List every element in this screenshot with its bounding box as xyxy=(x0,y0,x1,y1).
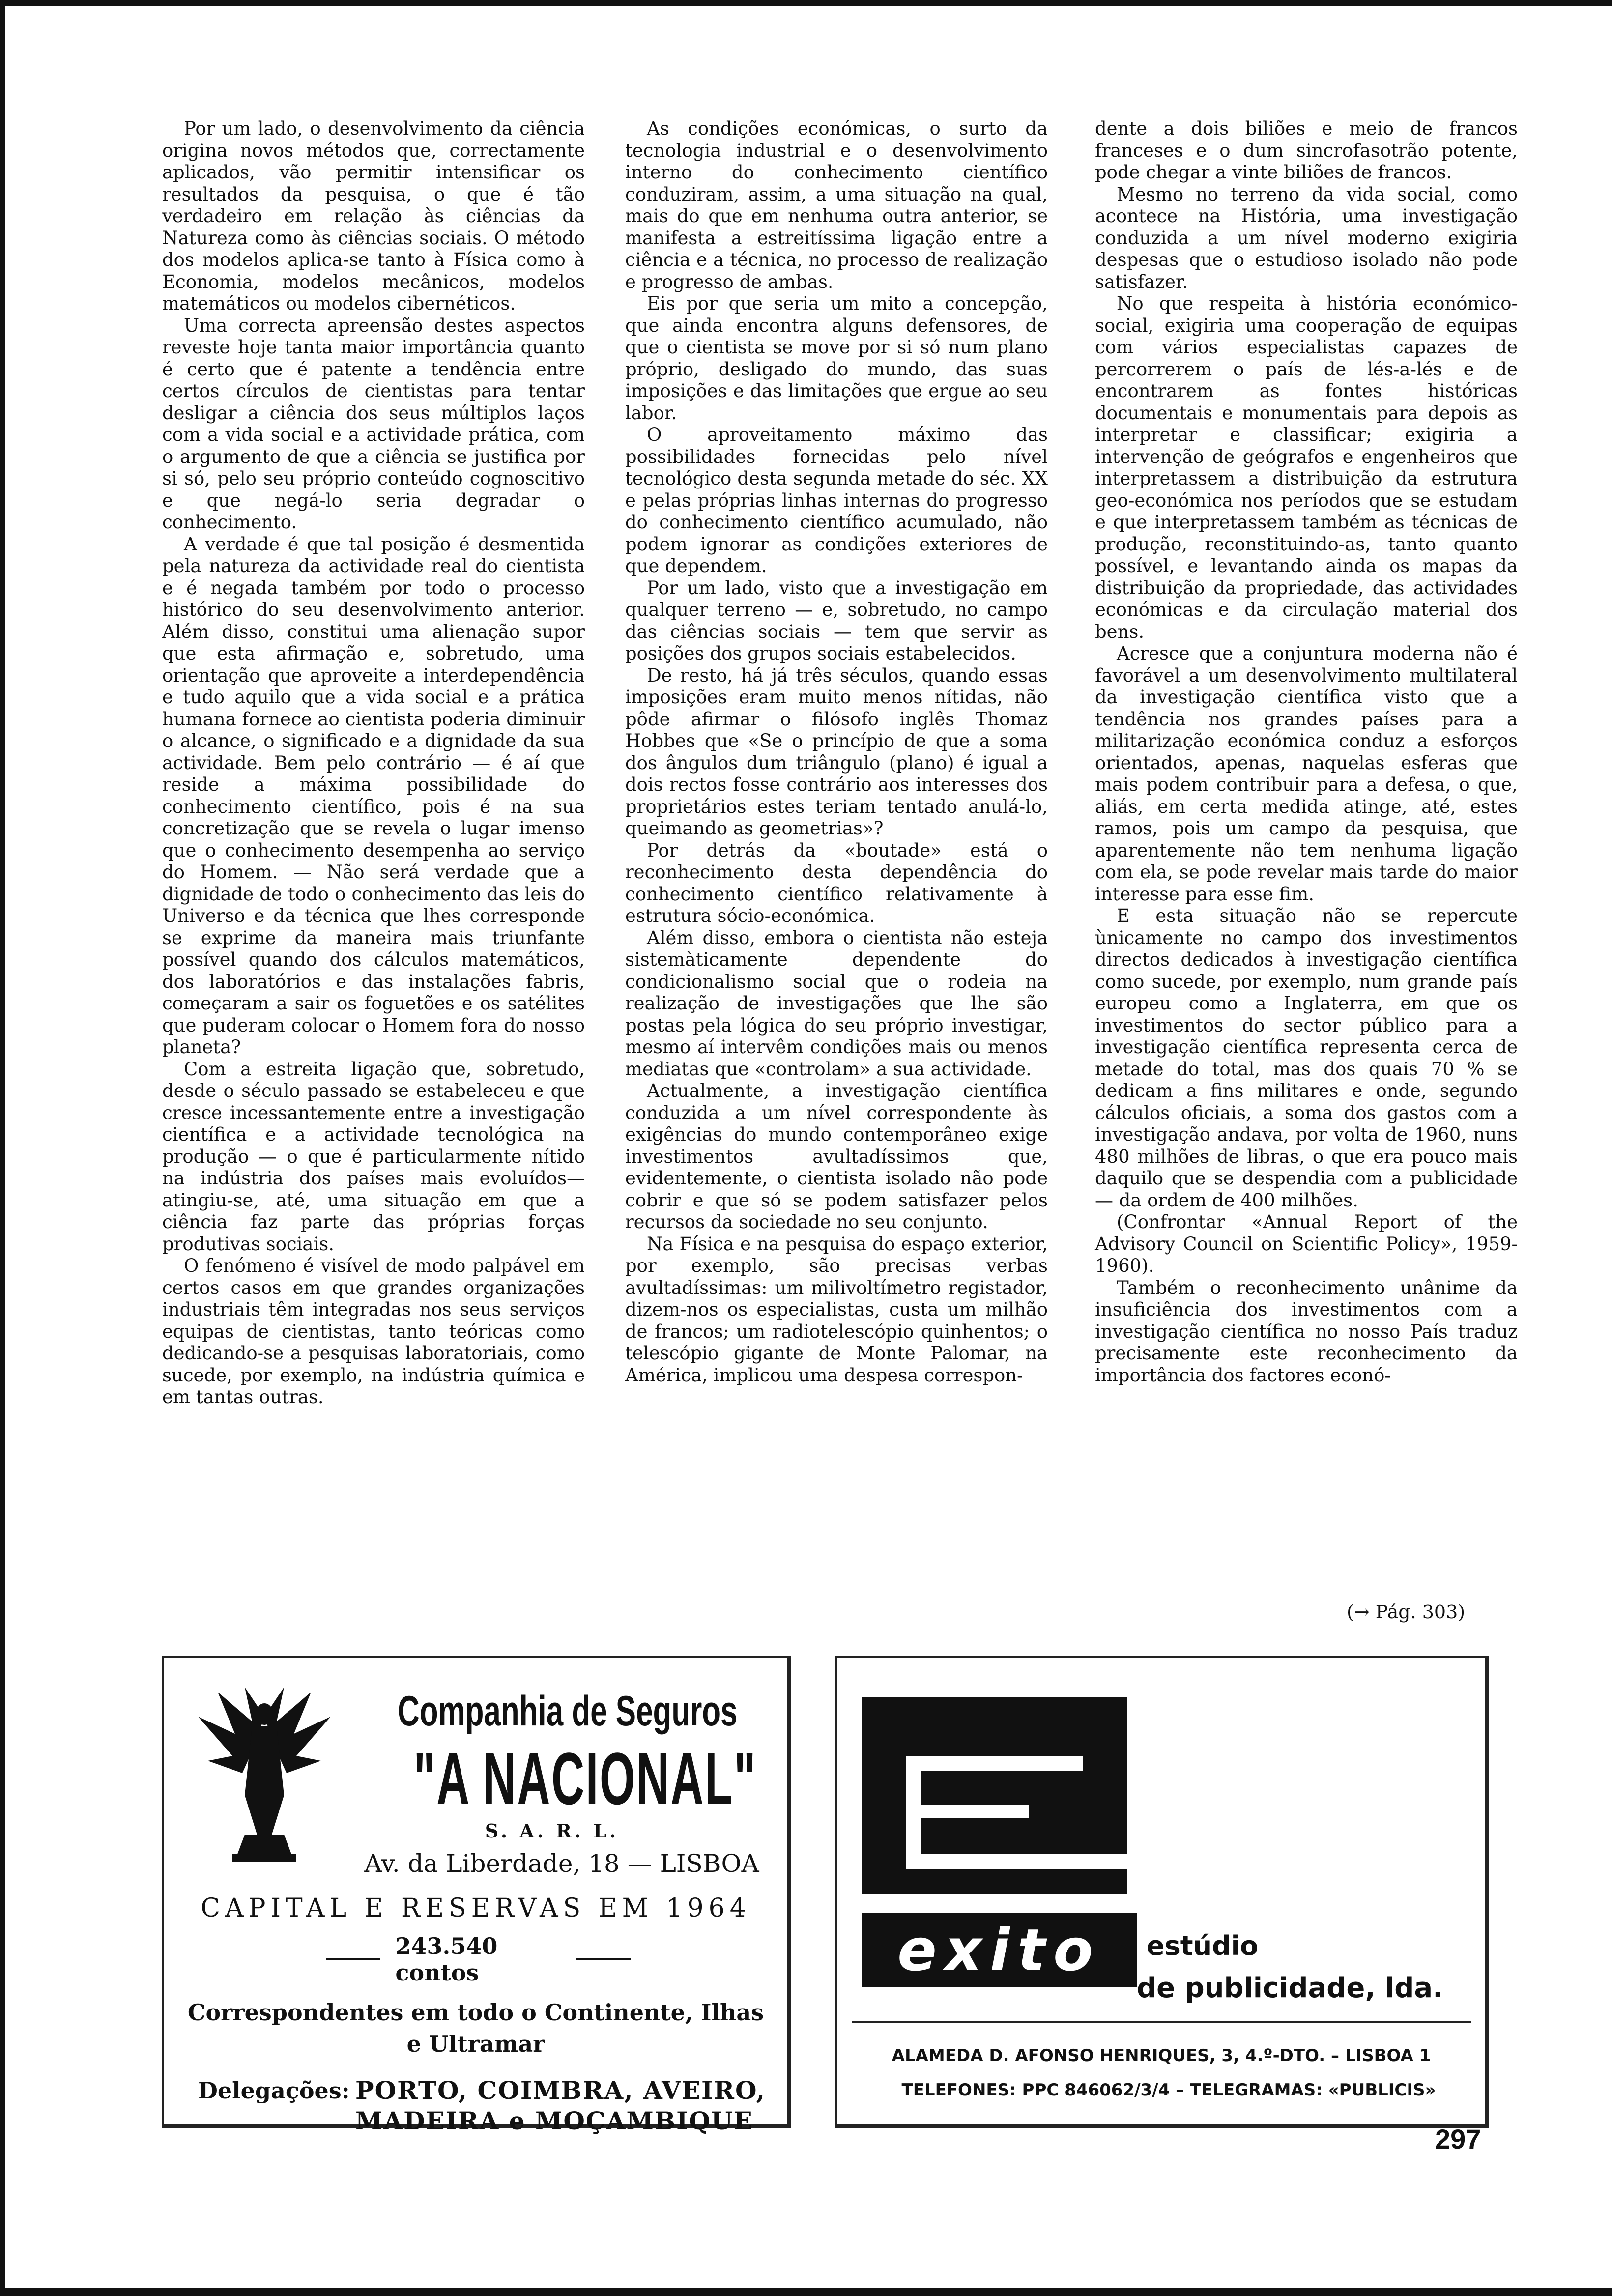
delegations-label: Delegações: xyxy=(198,2077,350,2104)
agency-phones: TELEFONES: PPC 846062/3/4 – TELEGRAMAS: «PUBLICIS» xyxy=(901,2080,1436,2100)
article-column-1 xyxy=(162,118,585,1408)
insurance-amount: 243.540 contos xyxy=(395,1933,498,1986)
paragraph: De resto, há já três séculos, quando essas imposições eram muito menos nítidas, não pôde afirmar o filósofo inglês Thomaz Hobbes que «Se o princípio de que a soma dos ângulos dum triângulo (plano) é igual a dois rectos fosse contrário aos interesses dos proprietários estes teriam tentado anulá-lo, queimando as geometrias»? xyxy=(625,664,1048,839)
insurance-brand: "A NACIONAL" xyxy=(413,1737,757,1820)
dash-rule xyxy=(576,1958,631,1960)
agency-wordmark: exito xyxy=(862,1913,1137,1987)
article-column-2 xyxy=(625,118,1048,1386)
agency-tagline-line-2: de publicidade, lda. xyxy=(1137,1972,1443,2004)
insurance-advertisement xyxy=(162,1656,791,2135)
insurance-legal-form: S. A. R. L. xyxy=(485,1820,619,1842)
scan-edge-bottom xyxy=(0,2288,1612,2296)
winged-victory-statue-icon xyxy=(198,1687,331,1864)
paragraph: O fenómeno é visível de modo palpável em certos casos em que grandes organizações industriais têm integradas nos seus serviços equipas de cientistas, tanto teóricas como dedicando-se a pesquisas laboratoriais, como sucede, por exemplo, na indústria química e em tantas outras. xyxy=(162,1255,585,1407)
article-column-3 xyxy=(1095,118,1518,1386)
letter-e-logo-icon xyxy=(862,1697,1127,1894)
insurance-amount-row xyxy=(311,1933,645,1986)
paragraph: Uma correcta apreensão destes aspectos reveste hoje tanta maior importância quanto é certo que é patente a tendência entre certos círculos de cientistas para tentar desligar a ciência dos seus múltiplos laços com a vida social e a actividade prática, com o argumento de que a ciência se justifica por si só, pelo seu próprio conteúdo cognoscitivo e que negá-lo seria degradar o conhecimento. xyxy=(162,315,585,533)
dash-rule xyxy=(326,1958,380,1960)
paragraph: O aproveitamento máximo das possibilidades fornecidas pelo nível tecnológico desta segunda metade do séc. XX e pelas próprias linhas internas do progresso do conhecimento científico acumulado, não podem ignorar as condições exteriores de que dependem. xyxy=(625,424,1048,576)
scan-edge-left xyxy=(0,0,5,2296)
paragraph: No que respeita à história económico-social, exigiria uma cooperação de equipas com vários especialistas capazes de percorrerem o país de lés-a-lés e de encontrarem as fontes históricas documentais e monumentais para depois as interpretar e classificar; exigiria a intervenção de geógrafos e engenheiros que interpretassem a distribuição da estrutura geo-económica nos períodos que se estudam e que interpretassem também as técnicas de produção, reconstituindo-as, tanto quanto possível, e levantando ainda os mapas da distribuição da propriedade, das actividades económicas e da circulação material dos bens. xyxy=(1095,293,1518,642)
paragraph: Com a estreita ligação que, sobretudo, desde o século passado se estabeleceu e que cresce incessantemente entre a investigação científica e a actividade tecnológica na produção — o que é particularmente nítido na indústria dos países mais evoluídos—atingiu-se, até, uma situação em que a ciência faz parte das próprias forças produtivas sociais. xyxy=(162,1058,585,1255)
paragraph: Acresce que a conjuntura moderna não é favorável a um desenvolvimento multilateral da investigação científica visto que a tendência nos grandes países para a militarização económica conduz a esforços orientados, apenas, naquelas esferas que mais podem contribuir para a defesa, o que, aliás, em certa medida atinge, até, estes ramos, pois um campo da pesquisa, que aparentemente não tem nenhuma ligação com ela, se pode revelar mais tarde do maior interesse para esse fim. xyxy=(1095,643,1518,905)
paragraph: As condições económicas, o surto da tecnologia industrial e o desenvolvimento interno do conhecimento científico conduziram, assim, a uma situação na qual, mais do que em nenhuma outra anterior, se manifesta a estreitíssima ligação entre a ciência e a técnica, no processo de realização e progresso de ambas. xyxy=(625,118,1048,292)
paragraph: dente a dois biliões e meio de francos franceses e o dum sincrofasotrão potente, pode chegar a vinte biliões de francos. xyxy=(1095,118,1518,183)
paragraph: Eis por que seria um mito a concepção, que ainda encontra alguns defensores, de que o cientista se move por si só num plano próprio, desligado do mundo, das suas imposições e das limitações que ergue ao seu labor. xyxy=(625,293,1048,424)
agency-address: ALAMEDA D. AFONSO HENRIQUES, 3, 4.º-DTO. – LISBOA 1 xyxy=(892,2046,1431,2066)
insurance-correspondents: Correspondentes em todo o Continente, Ilhas e Ultramar xyxy=(187,1999,764,2057)
delegations-list: PORTO, COIMBRA, AVEIRO, MADEIRA e MOÇAMBIQUE xyxy=(355,2076,766,2135)
agency-tagline-line-1: estúdio xyxy=(1147,1930,1259,1961)
paragraph: Por detrás da «boutade» está o reconhecimento desta dependência do conhecimento científico relativamente à estrutura sócio-económica. xyxy=(625,839,1048,926)
paragraph: Actualmente, a investigação científica conduzida a um nível correspondente às exigências do mundo contemporâneo exige investimentos avultadíssimos que, evidentemente, o cientista isolado não pode cobrir e que só se podem satisfazer pelos recursos da sociedade no seu conjunto. xyxy=(625,1080,1048,1233)
paragraph: Por um lado, visto que a investigação em qualquer terreno — e, sobretudo, no campo das ciências sociais — tem que servir as posições dos grupos sociais estabelecidos. xyxy=(625,577,1048,664)
agency-advertisement xyxy=(835,1656,1489,2128)
paragraph: E esta situação não se repercute ùnicamente no campo dos investimentos directos dedicados à investigação científica como sucede, por exemplo, num grande país europeu como a Inglaterra, em que os investimentos do sector público para a investigação científica representa cerca de metade do total, mas dos quais 70 % se dedicam a fins militares e onde, segundo cálculos oficiais, a soma dos gastos com a investigação andava, por volta de 1960, nuns 480 milhões de libras, o que era pouco mais daquilo que se despendia com a publicidade — da ordem de 400 milhões. xyxy=(1095,905,1518,1211)
paragraph: Por um lado, o desenvolvimento da ciência origina novos métodos que, correctamente aplicados, vão permitir intensificar os resultados da pesquisa, o que é tão verdadeiro em relação às ciências da Natureza como às ciências sociais. O método dos modelos aplica-se tanto à Física como à Economia, modelos mecânicos, modelos matemáticos ou modelos cibernéticos. xyxy=(162,118,585,314)
insurance-address: Av. da Liberdade, 18 — LISBOA xyxy=(364,1849,759,1878)
insurance-company-name: Companhia de Seguros xyxy=(398,1688,738,1735)
page-number: 297 xyxy=(1435,2124,1481,2154)
paragraph: Na Física e na pesquisa do espaço exterior, por exemplo, são precisas verbas avultadíssimas: um milivoltímetro registador, dizem-nos os especialistas, custa um milhão de francos; um radiotelescópio quinhentos; o telescópio gigante de Monte Palomar, na América, implicou uma despesa correspon- xyxy=(625,1233,1048,1386)
paragraph: A verdade é que tal posição é desmentida pela natureza da actividade real do cientista e é negada também por todo o processo histórico do seu desenvolvimento anterior. Além disso, constitui uma alienação supor que esta afirmação e, sobretudo, uma orientação que aproveite a interdependência e tudo aquilo que a vida social e a prática humana fornece ao cientista poderia diminuir o alcance, o significado e a dignidade da sua actividade. Bem pelo contrário — é aí que reside a máxima possibilidade do conhecimento científico, pois é na sua concretização que se revela o lugar imenso que o conhecimento desempenha ao serviço do Homem. — Não será verdade que a dignidade de todo o conhecimento das leis do Universo e da técnica que lhes corresponde se exprime da maneira mais triunfante possível quando dos cálculos matemáticos, dos laboratórios e das instalações fabris, começaram a sair os foguetões e os satélites que puderam colocar o Homem fora do nosso planeta? xyxy=(162,533,585,1058)
paragraph: Além disso, embora o cientista não esteja sistemàticamente dependente do condicionalismo social que o rodeia na realização de investigações que lhe são postas pela lógica do seu próprio investigar, mesmo aí intervêm condições mais ou menos mediatas que «controlam» a sua actividade. xyxy=(625,927,1048,1080)
paragraph: Também o reconhecimento unânime da insuficiência dos investimentos com a investigação científica no nosso País traduz precisamente este reconhecimento da importância dos factores econó- xyxy=(1095,1277,1518,1386)
scan-edge-top xyxy=(0,0,1612,6)
paragraph: (Confrontar «Annual Report of the Advisory Council on Scientific Policy», 1959-1960). xyxy=(1095,1211,1518,1276)
continued-on-page[interactable]: (→ Pág. 303) xyxy=(1347,1601,1466,1623)
paragraph: Mesmo no terreno da vida social, como acontece na História, uma investigação conduzida a um nível moderno exigiria despesas que o estudioso isolado não pode satisfazer. xyxy=(1095,183,1518,292)
insurance-capital-heading: CAPITAL E RESERVAS EM 1964 xyxy=(201,1894,751,1923)
divider xyxy=(852,2021,1471,2023)
